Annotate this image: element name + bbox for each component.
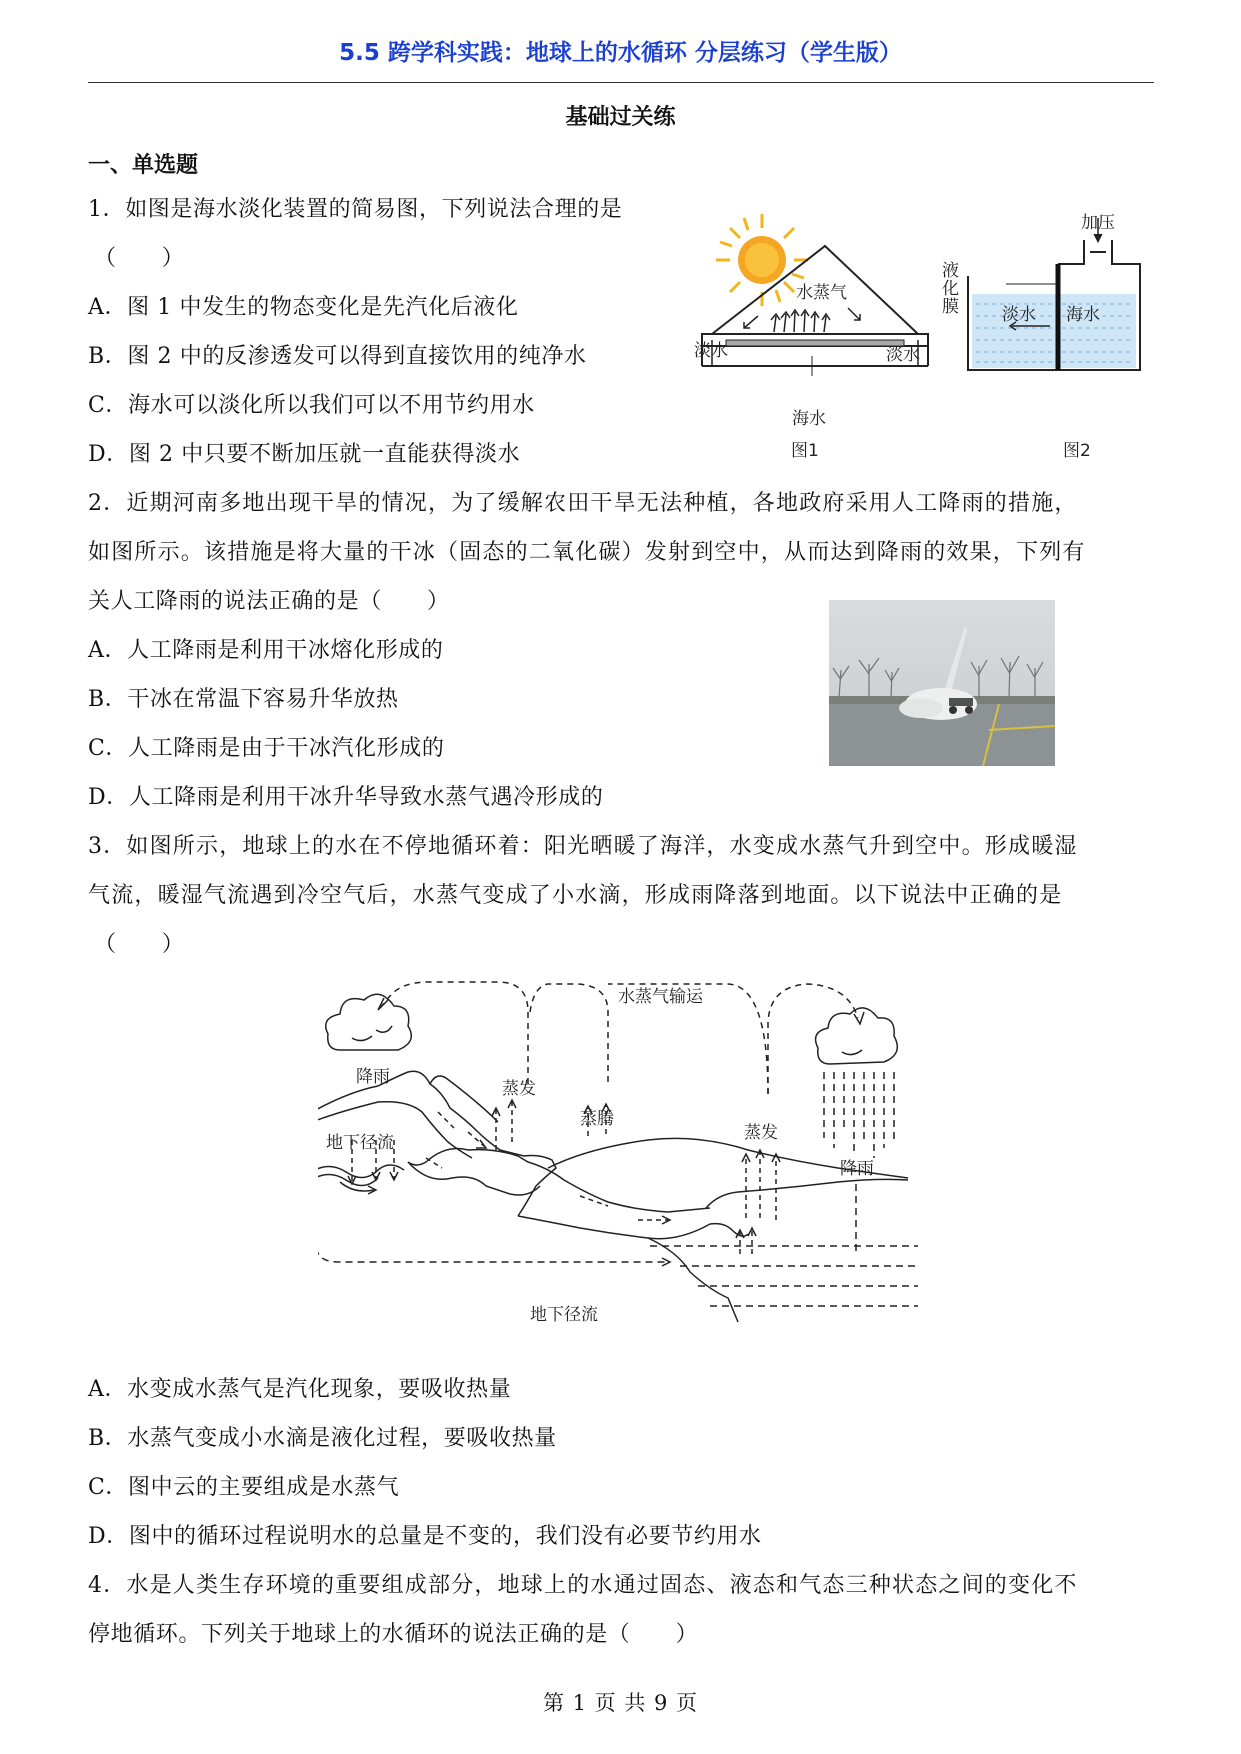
fig1-caption: 图1 <box>791 441 819 461</box>
q1-stem-line: 1．如图是海水淡化装置的简易图，下列说法合理的是 <box>88 197 623 222</box>
rocket-launch-photo <box>829 600 1055 766</box>
q3-stem-line: 气流，暖湿气流遇到冷空气后，水蒸气变成了小水滴，形成雨降落到地面。以下说法中正确的是 <box>88 883 1063 908</box>
part-title: 一、单选题 <box>88 153 199 178</box>
fig1-seawater-label: 海水 <box>792 409 826 429</box>
q1-option-a: A．图 1 中发生的物态变化是先汽化后液化 <box>88 295 519 320</box>
q2-option-d: D．人工降雨是利用干冰升华导致水蒸气遇冷形成的 <box>88 785 604 810</box>
q2-option-a: A．人工降雨是利用干冰熔化形成的 <box>88 638 444 663</box>
q4-stem-line: 4．水是人类生存环境的重要组成部分，地球上的水通过固态、液态和气态三种状态之间的变化不 <box>88 1573 1078 1598</box>
q1-option-b: B．图 2 中的反渗透发可以得到直接饮用的纯净水 <box>88 344 587 369</box>
section-title: 基础过关练 <box>565 105 676 130</box>
q2-stem-line: 如图所示。该措施是将大量的干冰（固态的二氧化碳）发射到空中，从而达到降雨的效果，下列有 <box>88 540 1086 565</box>
fig1-fresh-left-label: 淡水 <box>694 341 728 361</box>
vapor-transport-label: 水蒸气输运 <box>618 987 703 1007</box>
fig2-fresh-label: 淡水 <box>1002 305 1036 325</box>
fig2-sea-label: 海水 <box>1066 305 1100 325</box>
page-number: 第 1 页 共 9 页 <box>542 1691 699 1715</box>
cloud-right-icon <box>816 1008 898 1064</box>
q4-stem-line: 停地循环。下列关于地球上的水循环的说法正确的是（ ） <box>88 1622 699 1647</box>
q3-option-b: B．水蒸气变成小水滴是液化过程，要吸收热量 <box>88 1426 557 1451</box>
header-divider <box>88 82 1154 83</box>
q2-stem-line: 2．近期河南多地出现干旱的情况，为了缓解农田干旱无法种植，各地政府采用人工降雨的措施， <box>88 491 1078 516</box>
fig2-membrane-label-1: 液 <box>942 261 959 281</box>
evaporation-left-label: 蒸发 <box>502 1079 536 1099</box>
groundwater-bottom-label: 地下径流 <box>530 1305 598 1325</box>
q2-option-b: B．干冰在常温下容易升华放热 <box>88 687 399 712</box>
fig2-membrane-label-3: 膜 <box>942 297 959 317</box>
q1-stem-line: （ ） <box>94 246 185 271</box>
q1-option-d: D．图 2 中只要不断加压就一直能获得淡水 <box>88 442 521 467</box>
q3-option-c: C．图中云的主要组成是水蒸气 <box>88 1475 400 1500</box>
q2-stem-line: 关人工降雨的说法正确的是（ ） <box>88 589 450 614</box>
transpiration-label: 蒸腾 <box>580 1109 614 1129</box>
water-cycle-diagram <box>318 972 918 1352</box>
desalination-figures <box>680 206 1162 471</box>
sun-icon <box>716 214 808 306</box>
q3-stem-line: 3．如图所示，地球上的水在不停地循环着：阳光晒暖了海洋，水变成水蒸气升到空中。形成暖湿 <box>88 834 1078 859</box>
rain-left-label: 降雨 <box>356 1067 390 1087</box>
q3-option-a: A．水变成水蒸气是汽化现象，要吸收热量 <box>88 1377 512 1402</box>
q3-stem-line: （ ） <box>94 932 185 957</box>
fig2-caption: 图2 <box>1063 441 1091 461</box>
reverse-osmosis-tank <box>968 218 1140 370</box>
q2-option-c: C．人工降雨是由于干冰汽化形成的 <box>88 736 445 761</box>
rain-right-label: 降雨 <box>840 1159 874 1179</box>
groundwater-left-label: 地下径流 <box>326 1133 394 1153</box>
q1-option-c: C．海水可以淡化所以我们可以不用节约用水 <box>88 393 535 418</box>
fig1-vapor-label: 水蒸气 <box>796 283 847 303</box>
fig1-fresh-right-label: 淡水 <box>886 345 920 365</box>
fig2-pressure-label: 加压 <box>1081 213 1115 233</box>
fig2-membrane-label-2: 化 <box>942 279 959 299</box>
q3-option-d: D．图中的循环过程说明水的总量是不变的，我们没有必要节约用水 <box>88 1524 762 1549</box>
document-title: 5.5 跨学科实践：地球上的水循环 分层练习（学生版） <box>339 40 902 66</box>
evaporation-right-label: 蒸发 <box>744 1123 778 1143</box>
cloud-left-icon <box>326 994 412 1050</box>
